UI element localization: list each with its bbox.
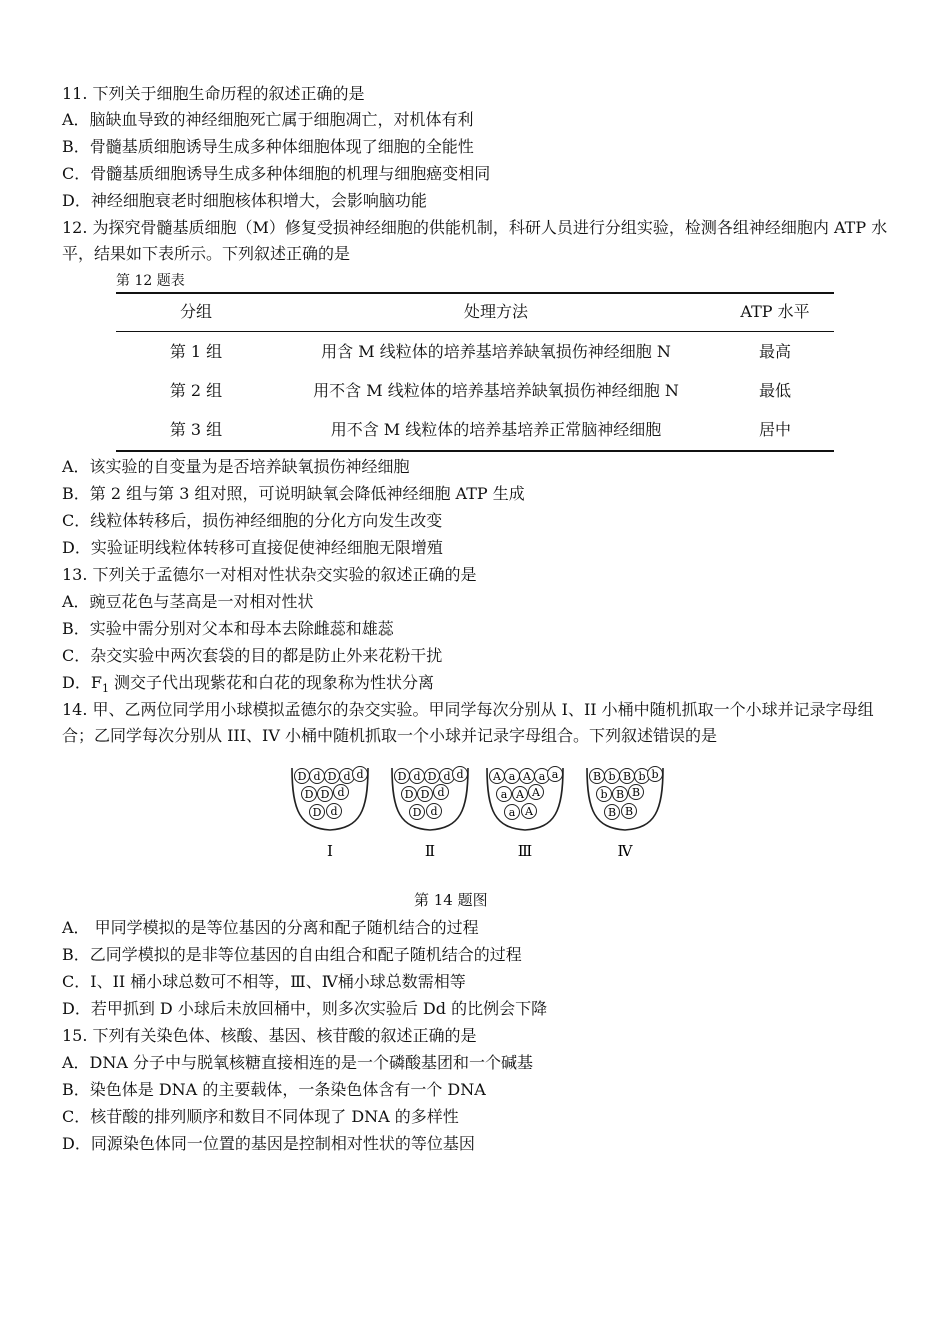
- ball-label: B: [631, 786, 641, 799]
- q15-option-b: B．染色体是 DNA 的主要载体，一条染色体含有一个 DNA: [62, 1080, 486, 1099]
- ball-label: d: [456, 768, 464, 781]
- ball-label: d: [330, 805, 338, 818]
- bucket-3: [487, 767, 563, 861]
- q13-option-d: [62, 673, 892, 699]
- q14-option-b: B．乙同学模拟的是非等位基因的自由组合和配子随机结合的过程: [62, 945, 522, 964]
- q13-option-c: C．杂交实验中两次套袋的目的都是防止外来花粉干扰: [62, 646, 443, 665]
- table-header-method: 处理方法: [463, 302, 528, 321]
- table-cell-method: 用不含 M 线粒体的培养基培养正常脑神经细胞: [330, 420, 662, 439]
- ball-label: b: [608, 770, 616, 783]
- ball-label: B: [615, 788, 625, 801]
- q13-option-a: A．豌豆花色与茎高是一对相对性状: [62, 592, 314, 611]
- q12-table-caption: 第 12 题表: [116, 273, 185, 289]
- q15-option-c: C．核苷酸的排列顺序和数目不同体现了 DNA 的多样性: [62, 1107, 459, 1126]
- ball-label: d: [313, 770, 321, 783]
- ball-label: D: [412, 806, 422, 819]
- ball-label: D: [297, 770, 307, 783]
- table-header-rule: [116, 331, 834, 332]
- ball-label: D: [420, 788, 430, 801]
- q11-option-c: C．骨髓基质细胞诱导生成多种体细胞的机理与细胞癌变相同: [62, 164, 491, 183]
- ball-label: d: [356, 768, 364, 781]
- ball-label: B: [624, 805, 634, 818]
- table-cell-atp: 最低: [758, 381, 791, 400]
- q11-option-a: A．脑缺血导致的神经细胞死亡属于细胞凋亡，对机体有利: [62, 110, 474, 129]
- q15-option-a: A．DNA 分子中与脱氧核糖直接相连的是一个磷酸基团和一个碱基: [62, 1053, 534, 1072]
- table-bottom-rule: [116, 450, 834, 452]
- ball-label: a: [508, 770, 516, 783]
- q12-option-d: D．实验证明线粒体转移可直接促使神经细胞无限增殖: [62, 538, 443, 557]
- q14-bucket-figure: [280, 766, 670, 866]
- q12-option-c: C．线粒体转移后，损伤神经细胞的分化方向发生改变: [62, 511, 443, 530]
- bucket-label: Ⅱ: [424, 842, 436, 860]
- bucket-4: [587, 767, 663, 861]
- q15-stem: 15. 下列有关染色体、核酸、基因、核苷酸的叙述正确的是: [62, 1026, 477, 1045]
- ball-label: D: [312, 806, 322, 819]
- ball-label: a: [551, 768, 559, 781]
- ball-label: D: [427, 770, 437, 783]
- table-top-rule: [116, 292, 834, 294]
- ball-label: B: [592, 770, 602, 783]
- q15-option-d: D．同源染色体同一位置的基因是控制相对性状的等位基因: [62, 1134, 475, 1153]
- ball-label: d: [430, 805, 438, 818]
- ball-label: b: [638, 770, 646, 783]
- q14-figure-caption: 第 14 题图: [414, 891, 488, 909]
- table-cell-group: 第 3 组: [169, 420, 223, 439]
- ball-label: A: [493, 770, 501, 783]
- q14-stem: 14. 甲、乙两位同学用小球模拟孟德尔的杂交实验。甲同学每次分别从 I、II 小桶中随机抓取一个小球并记录字母组合；乙同学每次分别从 III、IV 小桶中随机抓取一个小球并记录字母组合。下列叙述错误的是: [62, 700, 874, 745]
- table-cell-group: 第 2 组: [169, 381, 223, 400]
- table-header-atp: ATP 水平: [740, 302, 810, 321]
- bucket-label: Ⅰ: [327, 842, 333, 860]
- ball-label: a: [538, 770, 546, 783]
- q13-option-d-subscript: 1: [101, 682, 109, 696]
- ball-label: d: [343, 770, 351, 783]
- q13-option-d-prefix: D．F: [62, 673, 102, 692]
- ball-label: B: [622, 770, 632, 783]
- ball-label: d: [337, 786, 345, 799]
- bucket-1: [292, 767, 368, 861]
- ball-label: d: [443, 770, 451, 783]
- ball-label: d: [437, 786, 445, 799]
- bucket-label: Ⅳ: [617, 842, 633, 860]
- ball-label: a: [500, 788, 508, 801]
- table-cell-method: 用不含 M 线粒体的培养基培养缺氧损伤神经细胞 N: [313, 381, 679, 400]
- ball-label: D: [320, 788, 330, 801]
- ball-label: a: [508, 806, 516, 819]
- ball-label: D: [404, 788, 414, 801]
- bucket-label: Ⅲ: [517, 842, 533, 860]
- q11-stem: 11. 下列关于细胞生命历程的叙述正确的是: [62, 84, 365, 103]
- ball-label: A: [532, 786, 540, 799]
- ball-label: A: [525, 805, 533, 818]
- ball-label: b: [600, 788, 608, 801]
- q12-option-a: A．该实验的自变量为是否培养缺氧损伤神经细胞: [62, 457, 410, 476]
- q12-table: [116, 292, 834, 452]
- q13-stem: 13. 下列关于孟德尔一对相对性状杂交实验的叙述正确的是: [62, 565, 477, 584]
- q12-stem: 12. 为探究骨髓基质细胞（M）修复受损神经细胞的供能机制，科研人员进行分组实验，检测各组神经细胞内 ATP 水平，结果如下表所示。下列叙述正确的是: [62, 218, 888, 263]
- ball-label: D: [397, 770, 407, 783]
- ball-label: A: [516, 788, 524, 801]
- ball-label: B: [607, 806, 617, 819]
- q13-option-d-text: 测交子代出现紫花和白花的现象称为性状分离: [108, 673, 435, 692]
- table-header-group: 分组: [179, 302, 212, 321]
- table-cell-group: 第 1 组: [169, 342, 223, 361]
- table-cell-atp: 居中: [758, 420, 791, 439]
- q14-option-a: A． 甲同学模拟的是等位基因的分离和配子随机结合的过程: [62, 918, 479, 937]
- ball-label: D: [304, 788, 314, 801]
- q14-option-c: C．I、II 桶小球总数可不相等，Ⅲ、Ⅳ桶小球总数需相等: [62, 972, 466, 991]
- q11-option-d: D．神经细胞衰老时细胞核体积增大，会影响脑功能: [62, 191, 427, 210]
- ball-label: D: [327, 770, 337, 783]
- q12-option-b: B．第 2 组与第 3 组对照，可说明缺氧会降低神经细胞 ATP 生成: [62, 484, 525, 503]
- ball-label: A: [523, 770, 531, 783]
- ball-label: b: [651, 768, 659, 781]
- table-cell-atp: 最高: [758, 342, 791, 361]
- q13-option-b: B．实验中需分别对父本和母本去除雌蕊和雄蕊: [62, 619, 394, 638]
- ball-label: d: [413, 770, 421, 783]
- q11-option-b: B．骨髓基质细胞诱导生成多种体细胞体现了细胞的全能性: [62, 137, 474, 156]
- table-cell-method: 用含 M 线粒体的培养基培养缺氧损伤神经细胞 N: [321, 342, 671, 361]
- bucket-2: [392, 767, 468, 861]
- q14-option-d: D．若甲抓到 D 小球后未放回桶中，则多次实验后 Dd 的比例会下降: [62, 999, 548, 1018]
